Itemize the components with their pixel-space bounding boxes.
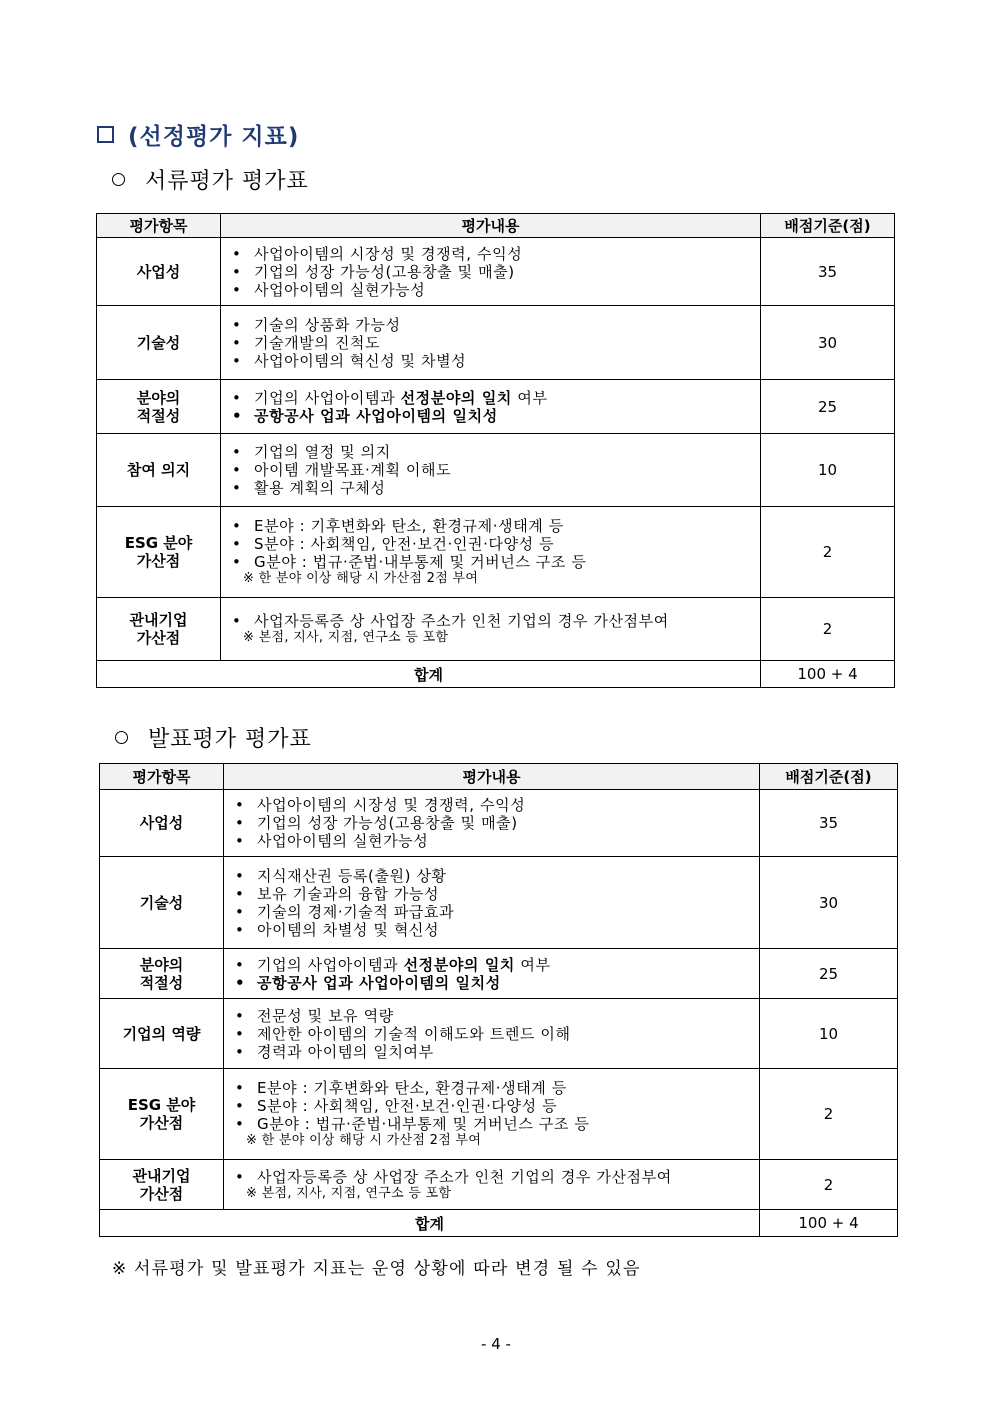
- row-category: [97, 380, 221, 434]
- list-item: • 공항공사 업과 사업아이템의 일치성: [229, 407, 752, 425]
- category-line: 가산점: [136, 552, 181, 570]
- row-score: 2: [761, 507, 895, 598]
- total-value: 100 + 4: [760, 1210, 898, 1237]
- row-content: [221, 507, 761, 598]
- row-category: 기업의 역량: [100, 999, 224, 1069]
- category-line: 가산점: [139, 1114, 184, 1132]
- row-content: [224, 999, 760, 1069]
- category-line: 적절성: [136, 406, 181, 425]
- row-note: ※ 본점, 지사, 지점, 연구소 등 포함: [246, 1185, 452, 1201]
- row-category: 기술성: [97, 306, 221, 380]
- category-line: 관내기업: [129, 611, 188, 629]
- header-score: 배점기준(점): [760, 764, 898, 790]
- circle-bullet-icon: [115, 731, 128, 744]
- list-item: • S분야 : 사회책임, 안전·보건·인권·다양성 등: [232, 1097, 751, 1115]
- list-item: • E분야 : 기후변화와 탄소, 환경규제·생태계 등: [229, 517, 752, 535]
- row-category: [100, 949, 224, 999]
- row-score: 25: [761, 380, 895, 434]
- item-text: 기업의 사업아이템과: [257, 955, 404, 974]
- list-item: • 아이템 개발목표·계획 이해도: [229, 461, 752, 479]
- table-row: [97, 507, 895, 598]
- row-category: [97, 598, 221, 661]
- checkbox-square-icon: [97, 126, 114, 143]
- table-header-row: [97, 214, 895, 238]
- row-content: [224, 857, 760, 949]
- row-score: 10: [761, 434, 895, 507]
- row-content: [221, 380, 761, 434]
- list-item: • G분야 : 법규·준법·내부통제 및 거버넌스 구조 등: [229, 553, 752, 571]
- row-category: [100, 1069, 224, 1160]
- total-row: [100, 1210, 898, 1237]
- row-note: ※ 본점, 지사, 지점, 연구소 등 포함: [243, 630, 449, 645]
- list-item: • 전문성 및 보유 역량: [232, 1007, 751, 1025]
- list-item: • E분야 : 기후변화와 탄소, 환경규제·생태계 등: [232, 1079, 751, 1097]
- row-score: 35: [760, 790, 898, 857]
- list-item: [232, 956, 751, 974]
- header-category: 평가항목: [100, 764, 224, 790]
- category-line: 관내기업: [132, 1166, 191, 1185]
- page-number: - 4 -: [481, 1335, 511, 1353]
- row-score: 10: [760, 999, 898, 1069]
- document-eval-table: [96, 213, 895, 688]
- item-text: 여부: [515, 955, 551, 974]
- list-item: • 기술의 상품화 가능성: [229, 316, 752, 334]
- row-score: 25: [760, 949, 898, 999]
- row-note: ※ 한 분야 이상 해당 시 가산점 2점 부여: [243, 571, 479, 586]
- row-category: 사업성: [100, 790, 224, 857]
- list-item: • 공항공사 업과 사업아이템의 일치성: [232, 974, 751, 992]
- list-item: • G분야 : 법규·준법·내부통제 및 거버넌스 구조 등: [232, 1115, 751, 1133]
- item-bold-text: 선정분야의 일치: [400, 388, 513, 407]
- header-category: 평가항목: [97, 214, 221, 238]
- list-item: • 사업아이템의 실현가능성: [229, 281, 752, 299]
- row-score: 2: [761, 598, 895, 661]
- table-row: [97, 598, 895, 661]
- presentation-eval-table: [99, 763, 898, 1237]
- row-score: 2: [760, 1069, 898, 1160]
- row-content: [224, 1069, 760, 1160]
- item-text: 기업의 사업아이템과: [254, 388, 401, 407]
- row-category: 참여 의지: [97, 434, 221, 507]
- list-item: [229, 389, 752, 407]
- item-text: 여부: [512, 388, 548, 407]
- row-category: [97, 507, 221, 598]
- header-content: 평가내용: [224, 764, 760, 790]
- row-content: [221, 598, 761, 661]
- row-content: [224, 949, 760, 999]
- footnote: ※ 서류평가 및 발표평가 지표는 운영 상황에 따라 변경 될 수 있음: [112, 1259, 641, 1279]
- total-label: 합계: [97, 661, 761, 688]
- table-row: [100, 999, 898, 1069]
- row-score: 2: [760, 1160, 898, 1210]
- table-row: [100, 1069, 898, 1160]
- category-line: 분야의: [136, 388, 181, 407]
- list-item: • 사업아이템의 실현가능성: [232, 832, 751, 850]
- total-label: 합계: [100, 1210, 760, 1237]
- list-item: • 기업의 성장 가능성(고용창출 및 매출): [232, 814, 751, 832]
- table-row: [97, 238, 895, 306]
- list-item: • S분야 : 사회책임, 안전·보건·인권·다양성 등: [229, 535, 752, 553]
- row-content: [221, 434, 761, 507]
- category-line: 적절성: [139, 973, 184, 992]
- row-score: 30: [761, 306, 895, 380]
- section1-title: [112, 164, 309, 195]
- category-line: ESG 분야: [127, 1096, 196, 1114]
- list-item: • 활용 계획의 구체성: [229, 479, 752, 497]
- heading-text: (선정평가 지표): [128, 124, 300, 150]
- row-content: [221, 238, 761, 306]
- row-score: 35: [761, 238, 895, 306]
- list-item: • 제안한 아이템의 기술적 이해도와 트렌드 이해: [232, 1025, 751, 1043]
- row-content: [221, 306, 761, 380]
- table-row: [100, 949, 898, 999]
- list-item: • 아이템의 차별성 및 혁신성: [232, 921, 751, 939]
- list-item: • 경력과 아이템의 일치여부: [232, 1043, 751, 1061]
- header-score: 배점기준(점): [761, 214, 895, 238]
- list-item: • 사업아이템의 혁신성 및 차별성: [229, 352, 752, 370]
- list-item: • 기술개발의 진척도: [229, 334, 752, 352]
- circle-bullet-icon: [112, 173, 125, 186]
- section2-title-text: 발표평가 평가표: [148, 727, 312, 752]
- table-row: [100, 790, 898, 857]
- total-value: 100 + 4: [761, 661, 895, 688]
- list-item: • 보유 기술과의 융합 가능성: [232, 885, 751, 903]
- table-header-row: [100, 764, 898, 790]
- table-row: [97, 380, 895, 434]
- category-line: 가산점: [139, 1184, 184, 1203]
- list-item: • 기업의 열정 및 의지: [229, 443, 752, 461]
- list-item: • 사업자등록증 상 사업장 주소가 인천 기업의 경우 가산점부여: [229, 612, 752, 630]
- row-category: 기술성: [100, 857, 224, 949]
- list-item: • 사업자등록증 상 사업장 주소가 인천 기업의 경우 가산점부여: [232, 1168, 751, 1186]
- table-row: [100, 857, 898, 949]
- category-line: 분야의: [139, 955, 184, 974]
- list-item: • 기업의 성장 가능성(고용창출 및 매출): [229, 263, 752, 281]
- row-note: ※ 한 분야 이상 해당 시 가산점 2점 부여: [246, 1133, 482, 1148]
- section-heading: [97, 118, 299, 151]
- list-item: • 기술의 경제·기술적 파급효과: [232, 903, 751, 921]
- row-score: 30: [760, 857, 898, 949]
- total-row: [97, 661, 895, 688]
- table-row: [97, 306, 895, 380]
- row-content: [224, 1160, 760, 1210]
- category-line: 가산점: [136, 629, 181, 647]
- row-category: [100, 1160, 224, 1210]
- table-row: [100, 1160, 898, 1210]
- list-item: • 사업아이템의 시장성 및 경쟁력, 수익성: [229, 245, 752, 263]
- row-category: 사업성: [97, 238, 221, 306]
- list-item: • 사업아이템의 시장성 및 경쟁력, 수익성: [232, 796, 751, 814]
- row-content: [224, 790, 760, 857]
- item-bold-text: 선정분야의 일치: [403, 955, 516, 974]
- section1-title-text: 서류평가 평가표: [145, 169, 309, 194]
- table-row: [97, 434, 895, 507]
- section2-title: [115, 722, 312, 753]
- header-content: 평가내용: [221, 214, 761, 238]
- category-line: ESG 분야: [124, 534, 193, 552]
- list-item: • 지식재산권 등록(출원) 상황: [232, 867, 751, 885]
